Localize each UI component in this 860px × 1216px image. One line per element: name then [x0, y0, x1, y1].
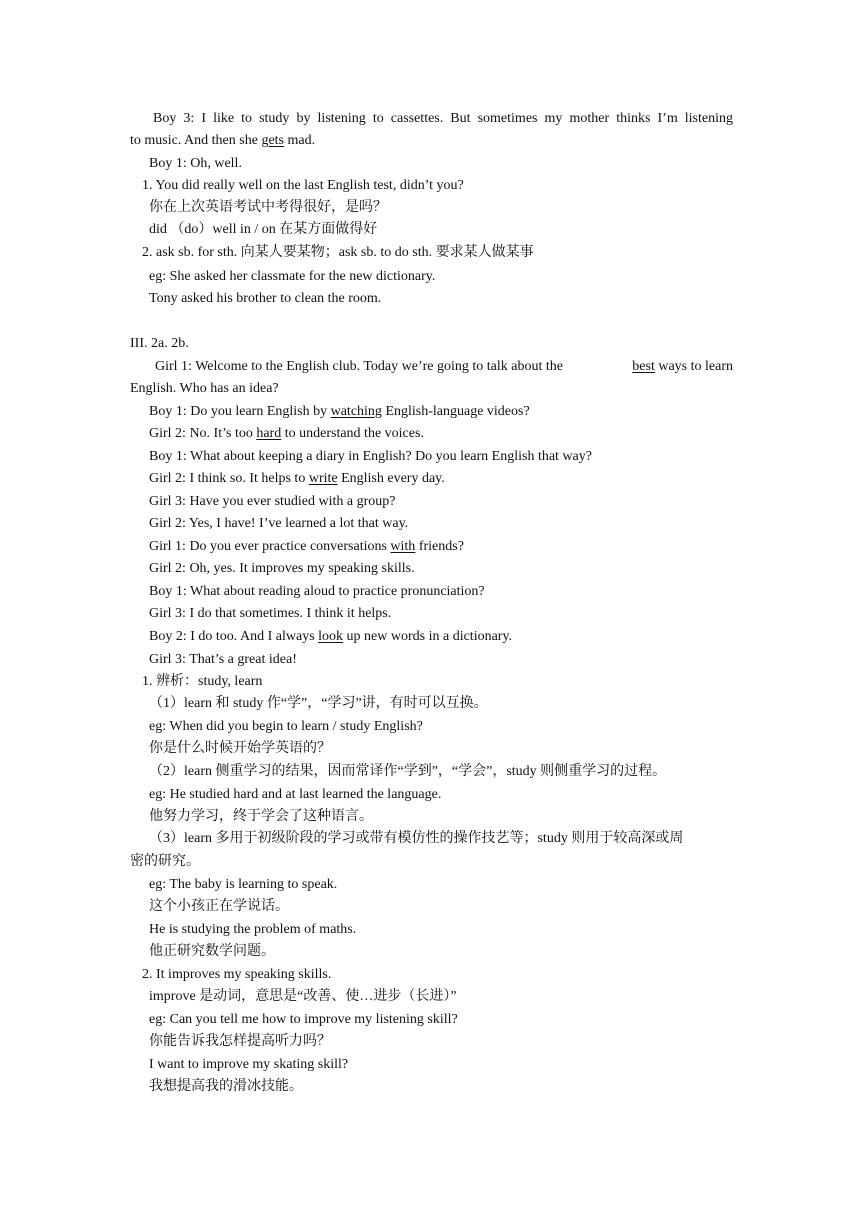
dialogue-line-girl2: Girl 2: Oh, yes. It improves my speaking skills.: [149, 561, 415, 576]
example-sentence: eg: She asked her classmate for the new dictionary.: [149, 269, 436, 284]
note-point: improve 是动词，意思是“改善、使…进步（长进）”: [149, 989, 457, 1004]
example-sentence: He is studying the problem of maths.: [149, 922, 357, 937]
example-sentence: eg: When did you begin to learn / study English?: [149, 719, 423, 734]
dialogue-line-boy1: Boy 1: Oh, well.: [149, 156, 242, 171]
note-point: （1）learn 和 study 作“学”，“学习”讲，有时可以互换。: [149, 696, 488, 711]
underlined-word: hard: [256, 426, 282, 441]
underlined-word: gets: [261, 133, 284, 148]
note-item-2: 2. ask sb. for sth. 向某人要某物；ask sb. to do sth. 要求某人做某事: [142, 245, 534, 260]
dialogue-line-girl1: Girl 1: Do you ever practice conversations with friends?: [149, 539, 464, 554]
example-sentence: eg: Can you tell me how to improve my listening skill?: [149, 1012, 458, 1027]
example-translation: 这个小孩正在学说话。: [149, 899, 289, 914]
note-translation: 你在上次英语考试中考得很好，是吗？: [149, 200, 387, 215]
note-item-2: 2. It improves my speaking skills.: [142, 967, 332, 982]
dialogue-line-girl3: Girl 3: That’s a great idea!: [149, 652, 297, 667]
note-item-1: 1. You did really well on the last English test, didn’t you?: [142, 178, 464, 193]
dialogue-line-boy1: Boy 1: Do you learn English by watching English-language videos?: [149, 404, 530, 419]
dialogue-line-girl1-cont: English. Who has an idea?: [130, 381, 279, 396]
dialogue-line-boy2: Boy 2: I do too. And I always look up new words in a dictionary.: [149, 629, 513, 644]
dialogue-line-girl3: Girl 3: Have you ever studied with a group?: [149, 494, 396, 509]
dialogue-line-girl3: Girl 3: I do that sometimes. I think it helps.: [149, 606, 392, 621]
note-point: （3）learn 多用于初级阶段的学习或带有模仿性的操作技艺等；study 则用于较高深或周: [149, 831, 684, 846]
underlined-word: best: [632, 359, 655, 374]
example-translation: 你是什么时候开始学英语的？: [149, 741, 331, 756]
dialogue-line-boy1: Boy 1: What about reading aloud to practice pronunciation?: [149, 584, 485, 599]
underlined-word: with: [390, 539, 416, 554]
example-sentence: eg: The baby is learning to speak.: [149, 877, 338, 892]
dialogue-line-girl2: Girl 2: No. It’s too hard to understand the voices.: [149, 426, 424, 441]
example-sentence: eg: He studied hard and at last learned the language.: [149, 787, 442, 802]
example-sentence: Tony asked his brother to clean the room.: [149, 291, 382, 306]
note-phrase: did （do）well in / on 在某方面做得好: [149, 222, 378, 237]
note-point-cont: 密的研究。: [130, 854, 200, 869]
note-point: （2）learn 侧重学习的结果，因而常译作“学到”，“学会”，study 则侧重学习的过程。: [149, 764, 667, 779]
example-translation: 你能告诉我怎样提高听力吗？: [149, 1034, 331, 1049]
dialogue-line-boy1: Boy 1: What about keeping a diary in English? Do you learn English that way?: [149, 449, 592, 464]
dialogue-line-boy3: Boy 3: I like to study by listening to cassettes. But sometimes my mother thinks I’m listening: [153, 111, 733, 126]
dialogue-line-girl2: Girl 2: Yes, I have! I’ve learned a lot that way.: [149, 516, 409, 531]
note-item-1: 1. 辨析：study, learn: [142, 674, 263, 689]
underlined-word: look: [318, 629, 344, 644]
dialogue-line-boy3-cont: to music. And then she gets mad.: [130, 133, 316, 148]
example-translation: 我想提高我的滑冰技能。: [149, 1079, 303, 1094]
underlined-word: write: [308, 471, 338, 486]
underlined-word: watching: [330, 404, 382, 419]
example-sentence: I want to improve my skating skill?: [149, 1057, 349, 1072]
section-heading: III. 2a. 2b.: [130, 336, 189, 351]
example-translation: 他努力学习，终于学会了这种语言。: [149, 809, 373, 824]
dialogue-line-girl1: Girl 1: Welcome to the English club. Today we’re going to talk about the best ways to learn: [155, 359, 733, 374]
dialogue-line-girl2: Girl 2: I think so. It helps to write English every day.: [149, 471, 445, 486]
example-translation: 他正研究数学问题。: [149, 944, 275, 959]
